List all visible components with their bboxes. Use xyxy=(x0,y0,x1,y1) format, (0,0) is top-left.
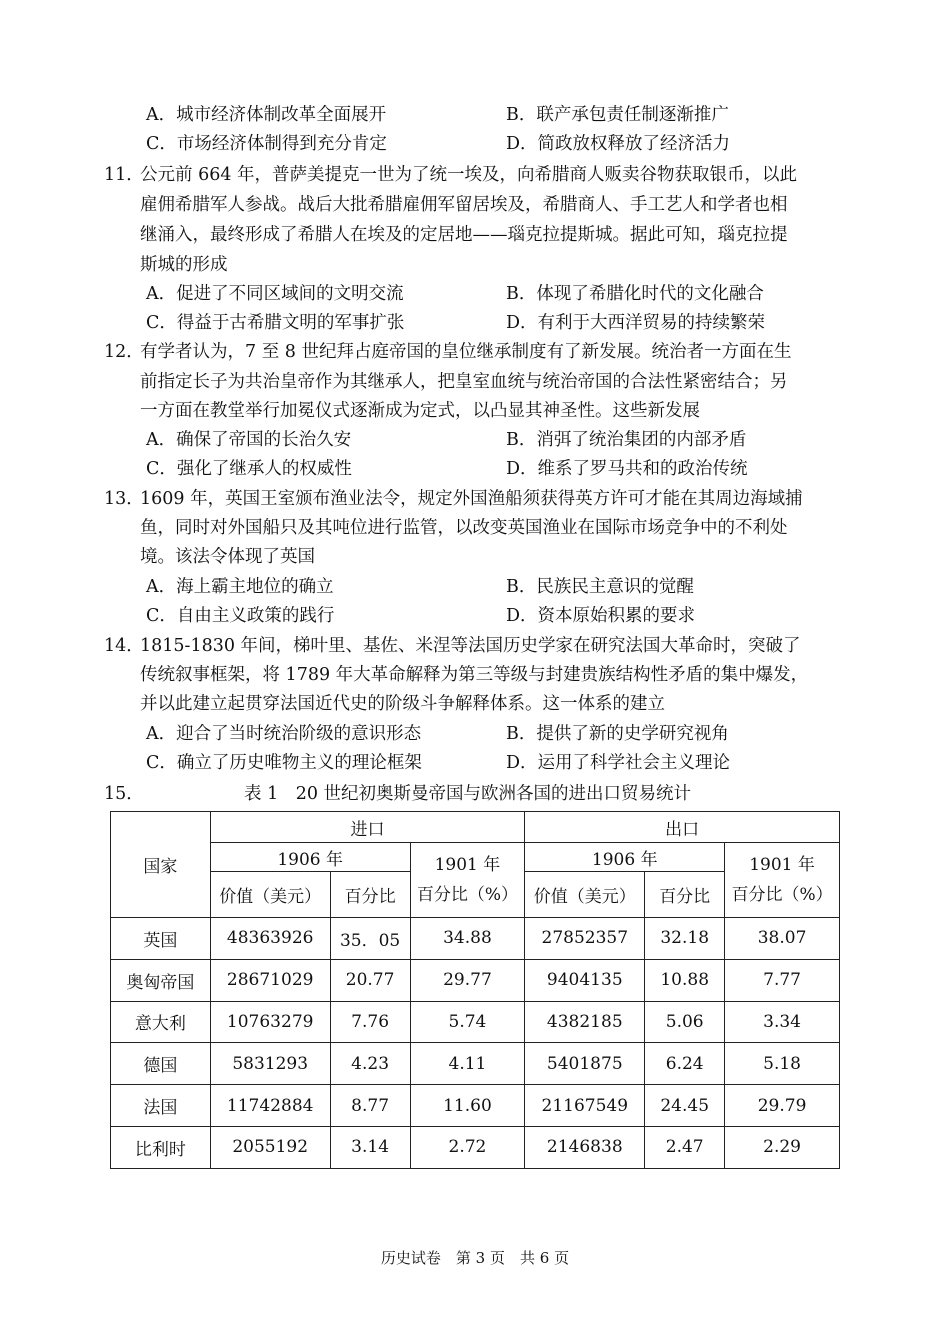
table-cell: 5401875 xyxy=(525,1043,645,1085)
q14-option-a: A．迎合了当时统治阶级的意识形态 xyxy=(146,724,422,744)
table-cell: 38.07 xyxy=(725,918,840,960)
table-row xyxy=(111,1085,840,1127)
q12-stem-line: 一方面在教堂举行加冕仪式逐渐成为定式，以凸显其神圣性。这些新发展 xyxy=(140,401,700,421)
q13-option-a: A．海上霸主地位的确立 xyxy=(146,577,334,597)
header-export-1901 xyxy=(725,843,840,918)
q12-stem-line: 前指定长子为共治皇帝作为其继承人，把皇室血统与统治帝国的合法性紧密结合；另 xyxy=(140,372,788,392)
header-year: 1901 年 xyxy=(749,855,815,875)
table-cell: 32.18 xyxy=(645,918,725,960)
header-import-value: 价值（美元） xyxy=(210,872,330,918)
q13-stem-line: 境。该法令体现了英国 xyxy=(140,547,315,567)
q10-option-a: A．城市经济体制改革全面展开 xyxy=(146,105,387,125)
table-cell: 29.77 xyxy=(410,959,525,1001)
table-cell: 29.79 xyxy=(725,1085,840,1127)
q11-option-b: B．体现了希腊化时代的文化融合 xyxy=(506,284,764,304)
table-cell: 20.77 xyxy=(330,959,410,1001)
q14-option-c: C．确立了历史唯物主义的理论框架 xyxy=(146,753,422,773)
q12-option-a: A．确保了帝国的长治久安 xyxy=(146,430,352,450)
q11-option-d: D．有利于大西洋贸易的持续繁荣 xyxy=(506,313,766,333)
table-cell: 7.76 xyxy=(330,1001,410,1043)
header-country: 国家 xyxy=(111,812,211,918)
table-cell: 4.23 xyxy=(330,1043,410,1085)
table-caption: 表 1 20 世纪初奥斯曼帝国与欧洲各国的进出口贸易统计 xyxy=(244,784,692,804)
table-cell: 7.77 xyxy=(725,959,840,1001)
table-cell: 2.72 xyxy=(410,1126,525,1168)
table-cell: 3.34 xyxy=(725,1001,840,1043)
table-cell: 11.60 xyxy=(410,1085,525,1127)
q14-stem-line: 传统叙事框架，将 1789 年大革命解释为第三等级与封建贵族结构性矛盾的集中爆发， xyxy=(140,665,809,685)
q12-option-c: C．强化了继承人的权威性 xyxy=(146,459,352,479)
table-cell: 5.18 xyxy=(725,1043,840,1085)
trade-table xyxy=(110,811,840,1169)
table-cell: 34.88 xyxy=(410,918,525,960)
q14-stem-line: 1815-1830 年间，梯叶里、基佐、米涅等法国历史学家在研究法国大革命时，突破了 xyxy=(140,636,801,656)
table-cell: 5831293 xyxy=(210,1043,330,1085)
q11-option-c: C．得益于古希腊文明的军事扩张 xyxy=(146,313,405,333)
table-cell: 4.11 xyxy=(410,1043,525,1085)
table-cell-country: 奥匈帝国 xyxy=(111,959,211,1001)
table-cell: 5.06 xyxy=(645,1001,725,1043)
q12-option-b: B．消弭了统治集团的内部矛盾 xyxy=(506,430,747,450)
header-percent-unit: 百分比（%） xyxy=(731,885,833,905)
table-row xyxy=(111,959,840,1001)
q15-number: 15． xyxy=(104,784,144,804)
table-row xyxy=(111,918,840,960)
table-cell: 24.45 xyxy=(645,1085,725,1127)
q13-option-b: B．民族民主意识的觉醒 xyxy=(506,577,694,597)
table-cell-country: 德国 xyxy=(111,1043,211,1085)
q13-option-d: D．资本原始积累的要求 xyxy=(506,606,696,626)
q10-option-c: C．市场经济体制得到充分肯定 xyxy=(146,134,387,154)
q11-number: 11． xyxy=(104,165,144,185)
table-cell: 48363926 xyxy=(210,918,330,960)
header-export-value: 价值（美元） xyxy=(525,872,645,918)
header-import-percent: 百分比 xyxy=(330,872,410,918)
header-import-1906: 1906 年 xyxy=(210,843,410,872)
header-export: 出口 xyxy=(525,812,840,843)
table-cell: 6.24 xyxy=(645,1043,725,1085)
table-cell-country: 英国 xyxy=(111,918,211,960)
q11-option-a: A．促进了不同区域间的文明交流 xyxy=(146,284,404,304)
page-footer: 历史试卷 第 3 页 共 6 页 xyxy=(380,1249,570,1267)
header-year: 1901 年 xyxy=(434,855,501,875)
q11-stem-line: 继涌入，最终形成了希腊人在埃及的定居地——瑙克拉提斯城。据此可知，瑙克拉提 xyxy=(140,225,788,245)
q13-option-c: C．自由主义政策的践行 xyxy=(146,606,335,626)
table-cell-country: 比利时 xyxy=(111,1126,211,1168)
table-cell: 8.77 xyxy=(330,1085,410,1127)
table-row xyxy=(111,1043,840,1085)
q13-stem-line: 鱼，同时对外国船只及其吨位进行监管，以改变英国渔业在国际市场竞争中的不利处 xyxy=(140,518,788,538)
table-cell: 27852357 xyxy=(525,918,645,960)
table-cell: 5.74 xyxy=(410,1001,525,1043)
q13-number: 13． xyxy=(104,489,144,509)
header-import-1901 xyxy=(410,843,525,918)
q10-option-d: D．简政放权释放了经济活力 xyxy=(506,134,731,154)
q12-option-d: D．维系了罗马共和的政治传统 xyxy=(506,459,748,479)
q11-stem-line: 斯城的形成 xyxy=(140,255,228,275)
table-cell: 21167549 xyxy=(525,1085,645,1127)
table-row xyxy=(111,1001,840,1043)
header-import: 进口 xyxy=(210,812,525,843)
q14-option-b: B．提供了新的史学研究视角 xyxy=(506,724,729,744)
q12-number: 12． xyxy=(104,342,144,362)
table-cell: 35．05 xyxy=(330,918,410,960)
table-cell: 11742884 xyxy=(210,1085,330,1127)
table-cell: 4382185 xyxy=(525,1001,645,1043)
table-cell: 2146838 xyxy=(525,1126,645,1168)
q12-stem-line: 有学者认为，7 至 8 世纪拜占庭帝国的皇位继承制度有了新发展。统治者一方面在生 xyxy=(140,342,792,362)
q11-stem-line: 雇佣希腊军人参战。战后大批希腊雇佣军留居埃及，希腊商人、手工艺人和学者也相 xyxy=(140,195,788,215)
header-export-percent: 百分比 xyxy=(645,872,725,918)
table-cell: 28671029 xyxy=(210,959,330,1001)
q10-option-b: B．联产承包责任制逐渐推广 xyxy=(506,105,729,125)
table-cell: 2.47 xyxy=(645,1126,725,1168)
q14-number: 14． xyxy=(104,636,144,656)
q14-stem-line: 并以此建立起贯穿法国近代史的阶级斗争解释体系。这一体系的建立 xyxy=(140,694,665,714)
table-row xyxy=(111,1126,840,1168)
header-export-1906: 1906 年 xyxy=(525,843,725,872)
table-cell: 10763279 xyxy=(210,1001,330,1043)
table-cell: 2.29 xyxy=(725,1126,840,1168)
table-cell: 2055192 xyxy=(210,1126,330,1168)
table-cell: 10.88 xyxy=(645,959,725,1001)
q14-option-d: D．运用了科学社会主义理论 xyxy=(506,753,731,773)
table-cell: 9404135 xyxy=(525,959,645,1001)
table-cell-country: 法国 xyxy=(111,1085,211,1127)
header-percent-unit: 百分比（%） xyxy=(416,885,519,905)
q13-stem-line: 1609 年，英国王室颁布渔业法令，规定外国渔船须获得英方许可才能在其周边海域捕 xyxy=(140,489,803,509)
table-cell: 3.14 xyxy=(330,1126,410,1168)
table-cell-country: 意大利 xyxy=(111,1001,211,1043)
q11-stem-line: 公元前 664 年，普萨美提克一世为了统一埃及，向希腊商人贩卖谷物获取银币，以此 xyxy=(140,165,798,185)
